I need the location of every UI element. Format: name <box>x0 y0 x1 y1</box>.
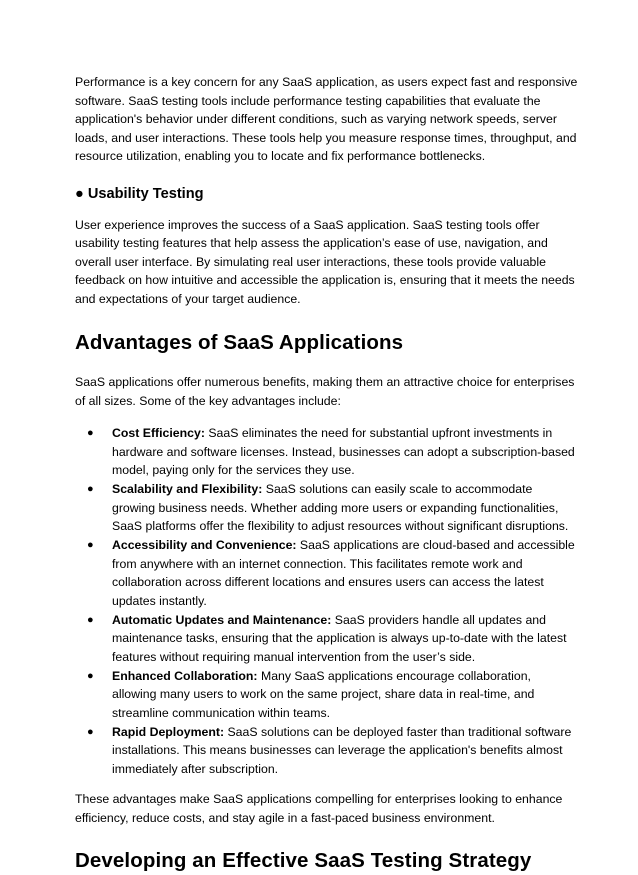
list-item-accessibility <box>87 536 578 610</box>
item-title: Cost Efficiency: <box>112 426 205 440</box>
item-text: SaaS solutions can be deployed faster than traditional software installations. This means businesses can leverage the application's benefits almost immediately after subscription. <box>112 724 572 776</box>
list-item-cost-efficiency <box>87 424 578 480</box>
list-item-collaboration <box>87 667 578 723</box>
item-title: Rapid Deployment: <box>112 724 225 739</box>
item-title: Enhanced Collaboration: <box>112 668 258 683</box>
bullet-icon: ● <box>87 669 94 682</box>
bullet-icon: ● <box>87 613 94 626</box>
strategy-heading: Developing an Effective SaaS Testing Strategy <box>75 849 532 872</box>
usability-paragraph: User experience improves the success of a SaaS application. SaaS testing tools offer usability testing features that help assess the application’s ease of use, navigation, and overall user interface. By simulating real user interactions, these tools provide valuable feedback on how intuitive and accessible the application is, ensuring that it meets the needs and expectations of your target audience. <box>75 217 575 306</box>
usability-testing-heading: ● Usability Testing <box>75 185 204 202</box>
bullet-icon: ● <box>87 483 94 495</box>
item-text: SaaS providers handle all updates and maintenance tasks, ensuring that the application is always up-to-date with the latest features without requiring manual intervention from the user’s side. <box>112 612 567 664</box>
item-text: SaaS solutions can easily scale to accommodate growing business needs. Whether adding more users or expanding functionalities, SaaS platforms offer the flexibility to adjust resources without significant disruptions. <box>112 482 569 533</box>
bullet-icon: ● <box>87 725 94 738</box>
list-item-scalability <box>87 480 578 536</box>
item-text: SaaS eliminates the need for substantial upfront investments in hardware and software licenses. Instead, businesses can adopt a subscription-based model, paying only for the services they use. <box>112 426 575 477</box>
item-title: Accessibility and Convenience: <box>112 538 297 552</box>
advantages-heading: Advantages of SaaS Applications <box>75 331 404 354</box>
list-item-rapid-deployment <box>87 723 578 779</box>
advantages-conclusion: These advantages make SaaS applications compelling for enterprises looking to enhance efficiency, reduce costs, and stay agile in a fast-paced business environment. <box>75 792 563 825</box>
bullet-icon: ● <box>87 427 94 439</box>
item-title: Scalability and Flexibility: <box>112 482 263 496</box>
advantages-list <box>75 424 578 778</box>
item-title: Automatic Updates and Maintenance: <box>112 612 332 627</box>
bullet-icon: ● <box>87 539 94 551</box>
performance-paragraph: Performance is a key concern for any SaaS application, as users expect fast and responsive software. SaaS testing tools include performance testing capabilities that evaluate the application's behavior under different conditions, such as varying network speeds, server loads, and user interactions. These tools help you measure response times, throughput, and resource utilization, enabling you to locate and fix performance bottlenecks. <box>75 75 578 163</box>
list-item-automatic-updates <box>87 611 578 667</box>
item-text: SaaS applications are cloud-based and accessible from anywhere with an internet connection. This facilitates remote work and collaboration across different locations and ensures users can access the latest updates instantly. <box>112 538 575 608</box>
advantages-intro: SaaS applications offer numerous benefits, making them an attractive choice for enterprises of all sizes. Some of the key advantages include: <box>75 375 575 408</box>
item-text: Many SaaS applications encourage collaboration, allowing many users to work on the same project, share data in real-time, and streamline communication within teams. <box>112 668 535 720</box>
